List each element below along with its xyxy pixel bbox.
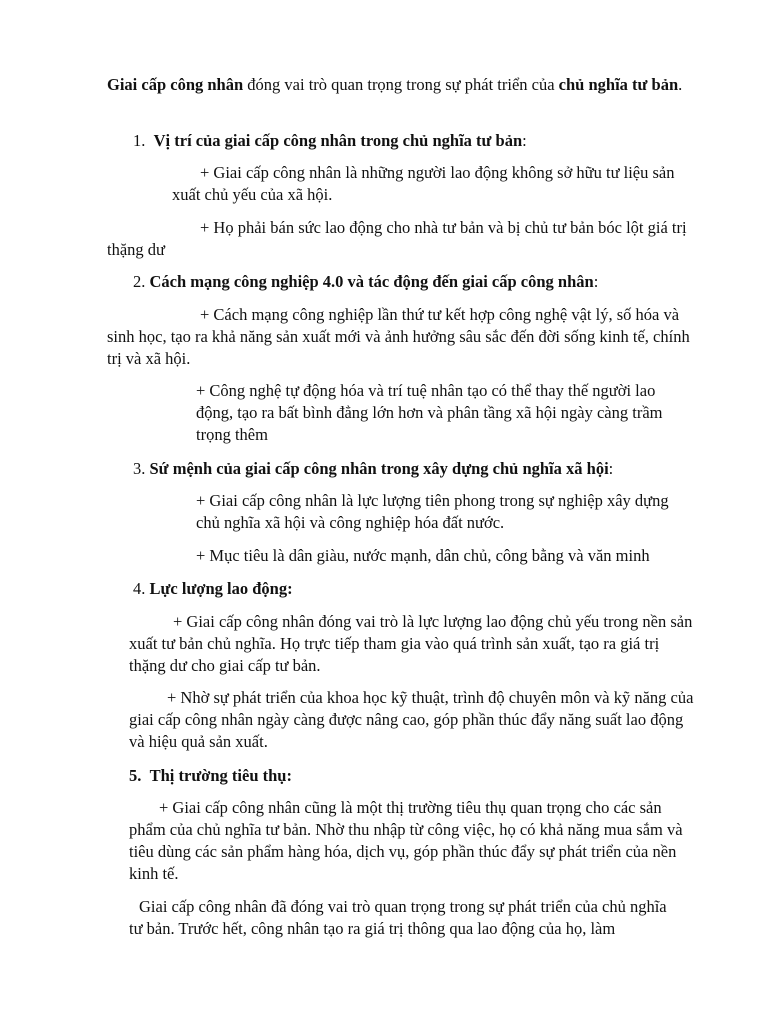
- intro-bold-subject: Giai cấp công nhân: [107, 75, 244, 94]
- list-item: + Nhờ sự phát triển của khoa học kỹ thuật, trình độ chuyên môn và kỹ năng của giai cấp công nhân ngày càng được nâng cao, góp phần thúc đẩy năng suất lao động và hiệu quả sản xuất.: [129, 688, 694, 751]
- list-item: + Giai cấp công nhân là những người lao động không sở hữu tư liệu sản xuất chủ yếu của xã hội.: [172, 163, 675, 204]
- section-number: 5.: [129, 766, 142, 785]
- section-colon: :: [608, 459, 614, 478]
- intro-period: .: [678, 75, 683, 94]
- list-item: + Cách mạng công nghiệp lần thứ tư kết hợp công nghệ vật lý, số hóa và sinh học, tạo ra khả năng sản xuất mới và ảnh hưởng sâu sắc đến đời sống kinh tế, chính trị và xã hội.: [107, 305, 690, 368]
- list-item: + Giai cấp công nhân đóng vai trò là lực lượng lao động chủ yếu trong nền sản xuất tư bản chủ nghĩa. Họ trực tiếp tham gia vào quá trình sản xuất, tạo ra giá trị thặng dư cho giai cấp tư bản.: [129, 612, 693, 675]
- section-heading-4: [133, 578, 693, 600]
- section-heading-5: [129, 765, 689, 787]
- list-item: + Mục tiêu là dân giàu, nước mạnh, dân chủ, công bằng và văn minh: [196, 546, 650, 565]
- section-title: Lực lượng lao động:: [149, 579, 293, 598]
- section-title: Vị trí của giai cấp công nhân trong chủ nghĩa tư bản: [153, 131, 523, 150]
- section-title: Cách mạng công nghiệp 4.0 và tác động đến giai cấp công nhân: [149, 272, 594, 291]
- closing-paragraph: Giai cấp công nhân đã đóng vai trò quan trọng trong sự phát triển của chủ nghĩa tư bản. Trước hết, công nhân tạo ra giá trị thông qua lao động của họ, làm: [129, 897, 667, 938]
- section-title: Sứ mệnh của giai cấp công nhân trong xây dựng chủ nghĩa xã hội: [149, 459, 609, 478]
- section-number: 2.: [133, 272, 146, 291]
- list-item: + Giai cấp công nhân là lực lượng tiên phong trong sự nghiệp xây dựng chủ nghĩa xã hội và công nghiệp hóa đất nước.: [196, 491, 669, 532]
- intro-paragraph: [107, 74, 697, 96]
- list-item: + Họ phải bán sức lao động cho nhà tư bản và bị chủ tư bản bóc lột giá trị thặng dư: [107, 218, 687, 259]
- list-item: + Công nghệ tự động hóa và trí tuệ nhân tạo có thể thay thế người lao động, tạo ra bất bình đẳng lớn hơn và phân tầng xã hội ngày càng trầm trọng thêm: [196, 381, 663, 444]
- section-colon: :: [593, 272, 599, 291]
- list-item: + Giai cấp công nhân cũng là một thị trường tiêu thụ quan trọng cho các sản phẩm của chủ nghĩa tư bản. Nhờ thu nhập từ công việc, họ có khả năng mua sắm và tiêu dùng các sản phẩm hàng hóa, dịch vụ, góp phần thúc đẩy sự phát triển của nền kinh tế.: [129, 798, 683, 883]
- intro-bold-object: chủ nghĩa tư bản: [558, 75, 679, 94]
- section-heading-3: [133, 458, 703, 480]
- section-number: 4.: [133, 579, 146, 598]
- section-heading-2: [133, 271, 693, 293]
- intro-text: đóng vai trò quan trọng trong sự phát triển của: [243, 75, 559, 94]
- section-heading-1: [133, 130, 693, 152]
- section-number: 1.: [133, 131, 146, 150]
- section-colon: :: [522, 131, 527, 150]
- section-title: Thị trường tiêu thụ:: [149, 766, 292, 785]
- section-number: 3.: [133, 459, 146, 478]
